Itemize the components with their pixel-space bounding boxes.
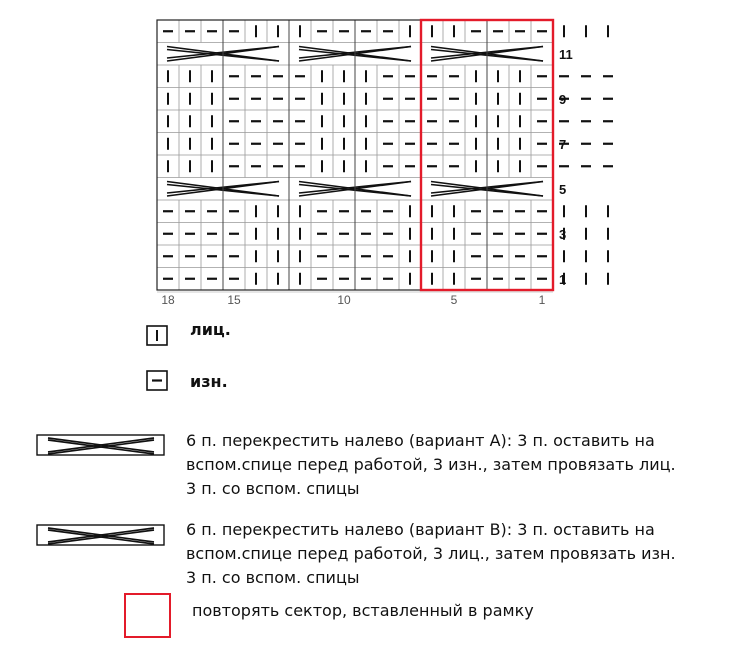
cable-a-symbol-icon	[36, 434, 166, 458]
row-label: 3	[559, 226, 567, 242]
cable-b-description	[186, 518, 676, 590]
row-label: 1	[559, 271, 567, 287]
repeat-frame-icon	[124, 593, 171, 638]
purl-symbol-icon	[145, 369, 171, 393]
cable-b-symbol-icon	[36, 524, 166, 548]
column-label: 5	[450, 293, 458, 307]
repeat-frame-label: повторять сектор, вставленный в рамку	[192, 601, 534, 620]
cable-b-line-2: вспом.спице перед работой, 3 лиц., затем провязать изн.	[186, 544, 676, 563]
cable-a-description	[186, 429, 676, 501]
cable-b-line-1: 6 п. перекрестить налево (вариант В): 3 п. оставить на	[186, 520, 655, 539]
column-label: 15	[227, 293, 241, 307]
cable-a-line-1: 6 п. перекрестить налево (вариант А): 3 п. оставить на	[186, 431, 655, 450]
cable-a-line-2: вспом.спице перед работой, 3 изн., затем провязать лиц.	[186, 455, 676, 474]
row-label: 9	[559, 91, 567, 107]
row-label: 7	[559, 136, 567, 152]
cable-a-line-3: 3 п. со вспом. спицы	[186, 479, 360, 498]
column-label: 1	[538, 293, 546, 307]
purl-label: изн.	[190, 372, 228, 391]
knit-label: лиц.	[190, 320, 231, 339]
column-label: 18	[161, 293, 175, 307]
knit-symbol-icon	[145, 324, 171, 348]
row-label: 11	[559, 46, 573, 62]
column-label: 10	[337, 293, 351, 307]
cable-b-line-3: 3 п. со вспом. спицы	[186, 568, 360, 587]
row-label: 5	[559, 181, 567, 197]
